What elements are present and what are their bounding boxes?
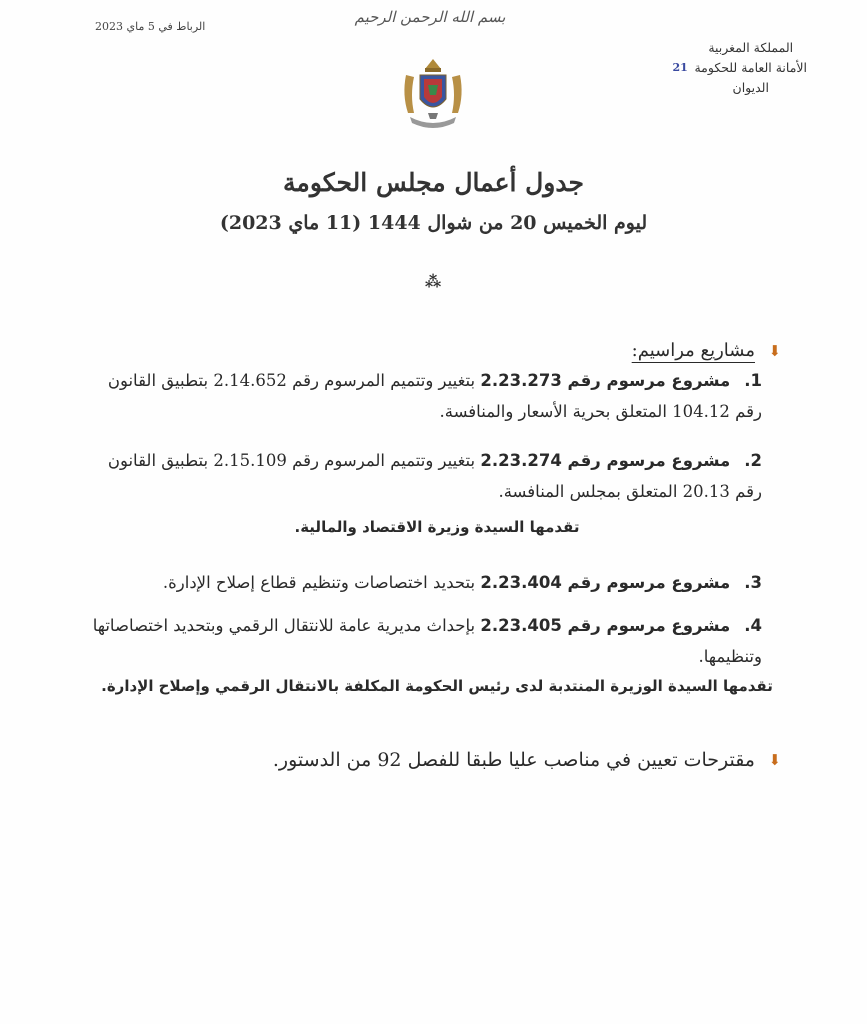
section-heading: مقترحات تعيين في مناصب عليا طبقا للفصل 92 من الدستور.	[272, 749, 755, 771]
separator: ⁂	[424, 272, 443, 291]
presenter-note: تقدمها السيدة الوزيرة المنتدبة لدى رئيس الحكومة المكلفة بالانتقال الرقمي وإصلاح الإدارة.	[101, 677, 773, 695]
item-number: 2.	[744, 451, 762, 470]
item-number: 1.	[744, 371, 762, 390]
item-lead: مشروع مرسوم رقم 2.23.274	[480, 451, 731, 470]
agenda-item	[87, 567, 762, 598]
agenda-body	[87, 337, 787, 774]
item-text: بتغيير وتتميم المرسوم رقم 2.14.652 بتطبيق القانون رقم 104.12 المتعلق بحرية الأسعار والمنافسة.	[107, 371, 762, 421]
page-title: جدول أعمال مجلس الحكومة	[283, 168, 584, 197]
agenda-item	[87, 445, 762, 507]
meeting-date: ليوم الخميس 20 من شوال 1444 (11 ماي 2023)	[219, 212, 648, 234]
section-draft-decrees	[87, 337, 781, 365]
item-text: بإحداث مديرية عامة للانتقال الرقمي وبتحديد اختصاصاتها وتنظيمها.	[92, 616, 762, 666]
item-lead: مشروع مرسوم رقم 2.23.404	[480, 573, 731, 592]
org-line-secretariat: الأمانة العامة للحكومة	[694, 60, 807, 75]
item-text: بتحديد اختصاصات وتنظيم قطاع إصلاح الإدارة.	[162, 573, 476, 592]
basmala: بسم الله الرحمن الرحيم	[354, 8, 506, 26]
arrow-bullet-icon: ⬇	[768, 342, 781, 360]
item-text: بتغيير وتتميم المرسوم رقم 2.15.109 بتطبيق القانون رقم 20.13 المتعلق بمجلس المنافسة.	[107, 451, 762, 501]
org-line-cabinet: الديوان	[732, 80, 769, 95]
section-appointments	[87, 746, 781, 774]
item-lead: مشروع مرسوم رقم 2.23.405	[480, 616, 731, 635]
item-number: 4.	[744, 616, 762, 635]
issuing-organization	[672, 38, 807, 98]
presenter-note: تقدمها السيدة وزيرة الاقتصاد والمالية.	[294, 518, 580, 536]
section-heading: مشاريع مراسيم:	[631, 340, 755, 361]
item-lead: مشروع مرسوم رقم 2.23.273	[480, 371, 731, 390]
coat-of-arms-icon	[398, 55, 468, 133]
item-number: 3.	[744, 573, 762, 592]
agenda-item	[87, 610, 762, 672]
org-line-kingdom: المملكة المغربية	[708, 40, 794, 55]
document-date: الرباط في 5 ماي 2023	[95, 20, 206, 33]
agenda-item	[87, 365, 762, 427]
arrow-bullet-icon: ⬇	[768, 751, 781, 769]
handwritten-mark: 21	[672, 61, 688, 74]
